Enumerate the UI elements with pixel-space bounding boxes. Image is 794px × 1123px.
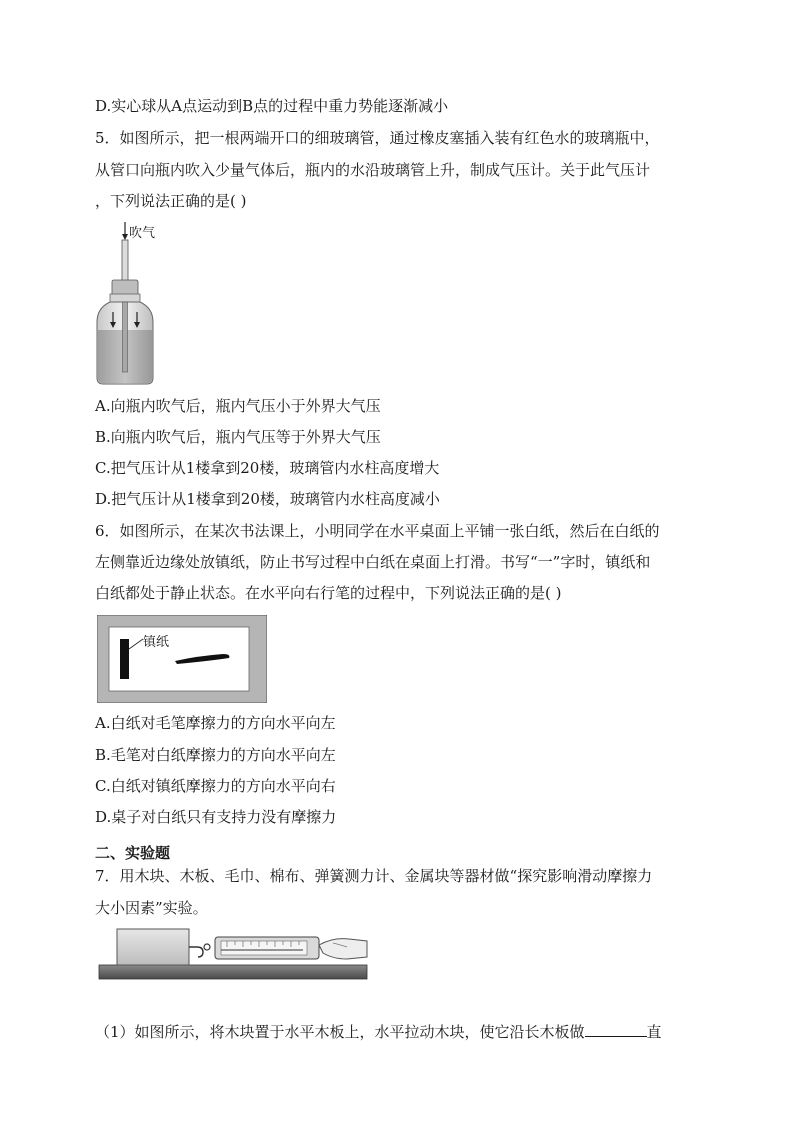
q6-option-d: D.桌子对白纸只有支持力没有摩擦力 (95, 808, 337, 826)
q6-stem-line-3: 白纸都处于静止状态。在水平向右行笔的过程中，下列说法正确的是( ) (95, 584, 562, 602)
q7-stem-line-2: 大小因素”实验。 (95, 899, 208, 917)
friction-experiment-figure (97, 925, 372, 983)
q5-stem-line-1: 5．如图所示，把一根两端开口的细玻璃管，通过橡皮塞插入装有红色水的玻璃瓶中， (95, 129, 660, 147)
q7-sub1 (95, 1020, 662, 1043)
section-title: 二、实验题 (95, 844, 171, 862)
calligraphy-figure (97, 615, 267, 703)
q6-stem-line-2: 左侧靠近边缘处放镇纸，防止书写过程中白纸在桌面上打滑。书写“一”字时，镇纸和 (95, 553, 651, 571)
answer-blank[interactable] (585, 1020, 647, 1037)
q6-option-c: C.白纸对镇纸摩擦力的方向水平向右 (95, 777, 336, 795)
q5-stem-line-3: ，下列说法正确的是( ) (95, 192, 247, 210)
q6-option-a: A.白纸对毛笔摩擦力的方向水平向左 (95, 714, 336, 732)
q7-sub1-text: （1）如图所示，将木块置于水平木板上，水平拉动木块，使它沿长木板做 (95, 1023, 585, 1041)
q5-option-a: A.向瓶内吹气后，瓶内气压小于外界大气压 (95, 397, 381, 415)
q5-option-b: B.向瓶内吹气后，瓶内气压等于外界大气压 (95, 428, 381, 446)
q7-stem-line-1: 7．用木块、木板、毛巾、棉布、弹簧测力计、金属块等器材做“探究影响滑动摩擦力 (95, 867, 653, 885)
q5-option-c: C.把气压计从1楼拿到20楼，玻璃管内水柱高度增大 (95, 459, 440, 477)
barometer-figure (95, 218, 215, 388)
blow-label: 吹气 (129, 226, 156, 241)
paperweight-label: 镇纸 (143, 635, 170, 650)
q5-option-d: D.把气压计从1楼拿到20楼，玻璃管内水柱高度减小 (95, 490, 440, 508)
q6-option-b: B.毛笔对白纸摩擦力的方向水平向左 (95, 746, 336, 764)
q4-option-d: D.实心球从A点运动到B点的过程中重力势能逐渐减小 (95, 97, 449, 115)
q6-stem-line-1: 6．如图所示，在某次书法课上，小明同学在水平桌面上平铺一张白纸，然后在白纸的 (95, 522, 660, 540)
q5-stem-line-2: 从管口向瓶内吹入少量气体后，瓶内的水沿玻璃管上升，制成气压计。关于此气压计 (95, 161, 651, 179)
q7-sub1-tail: 直 (646, 1023, 662, 1041)
